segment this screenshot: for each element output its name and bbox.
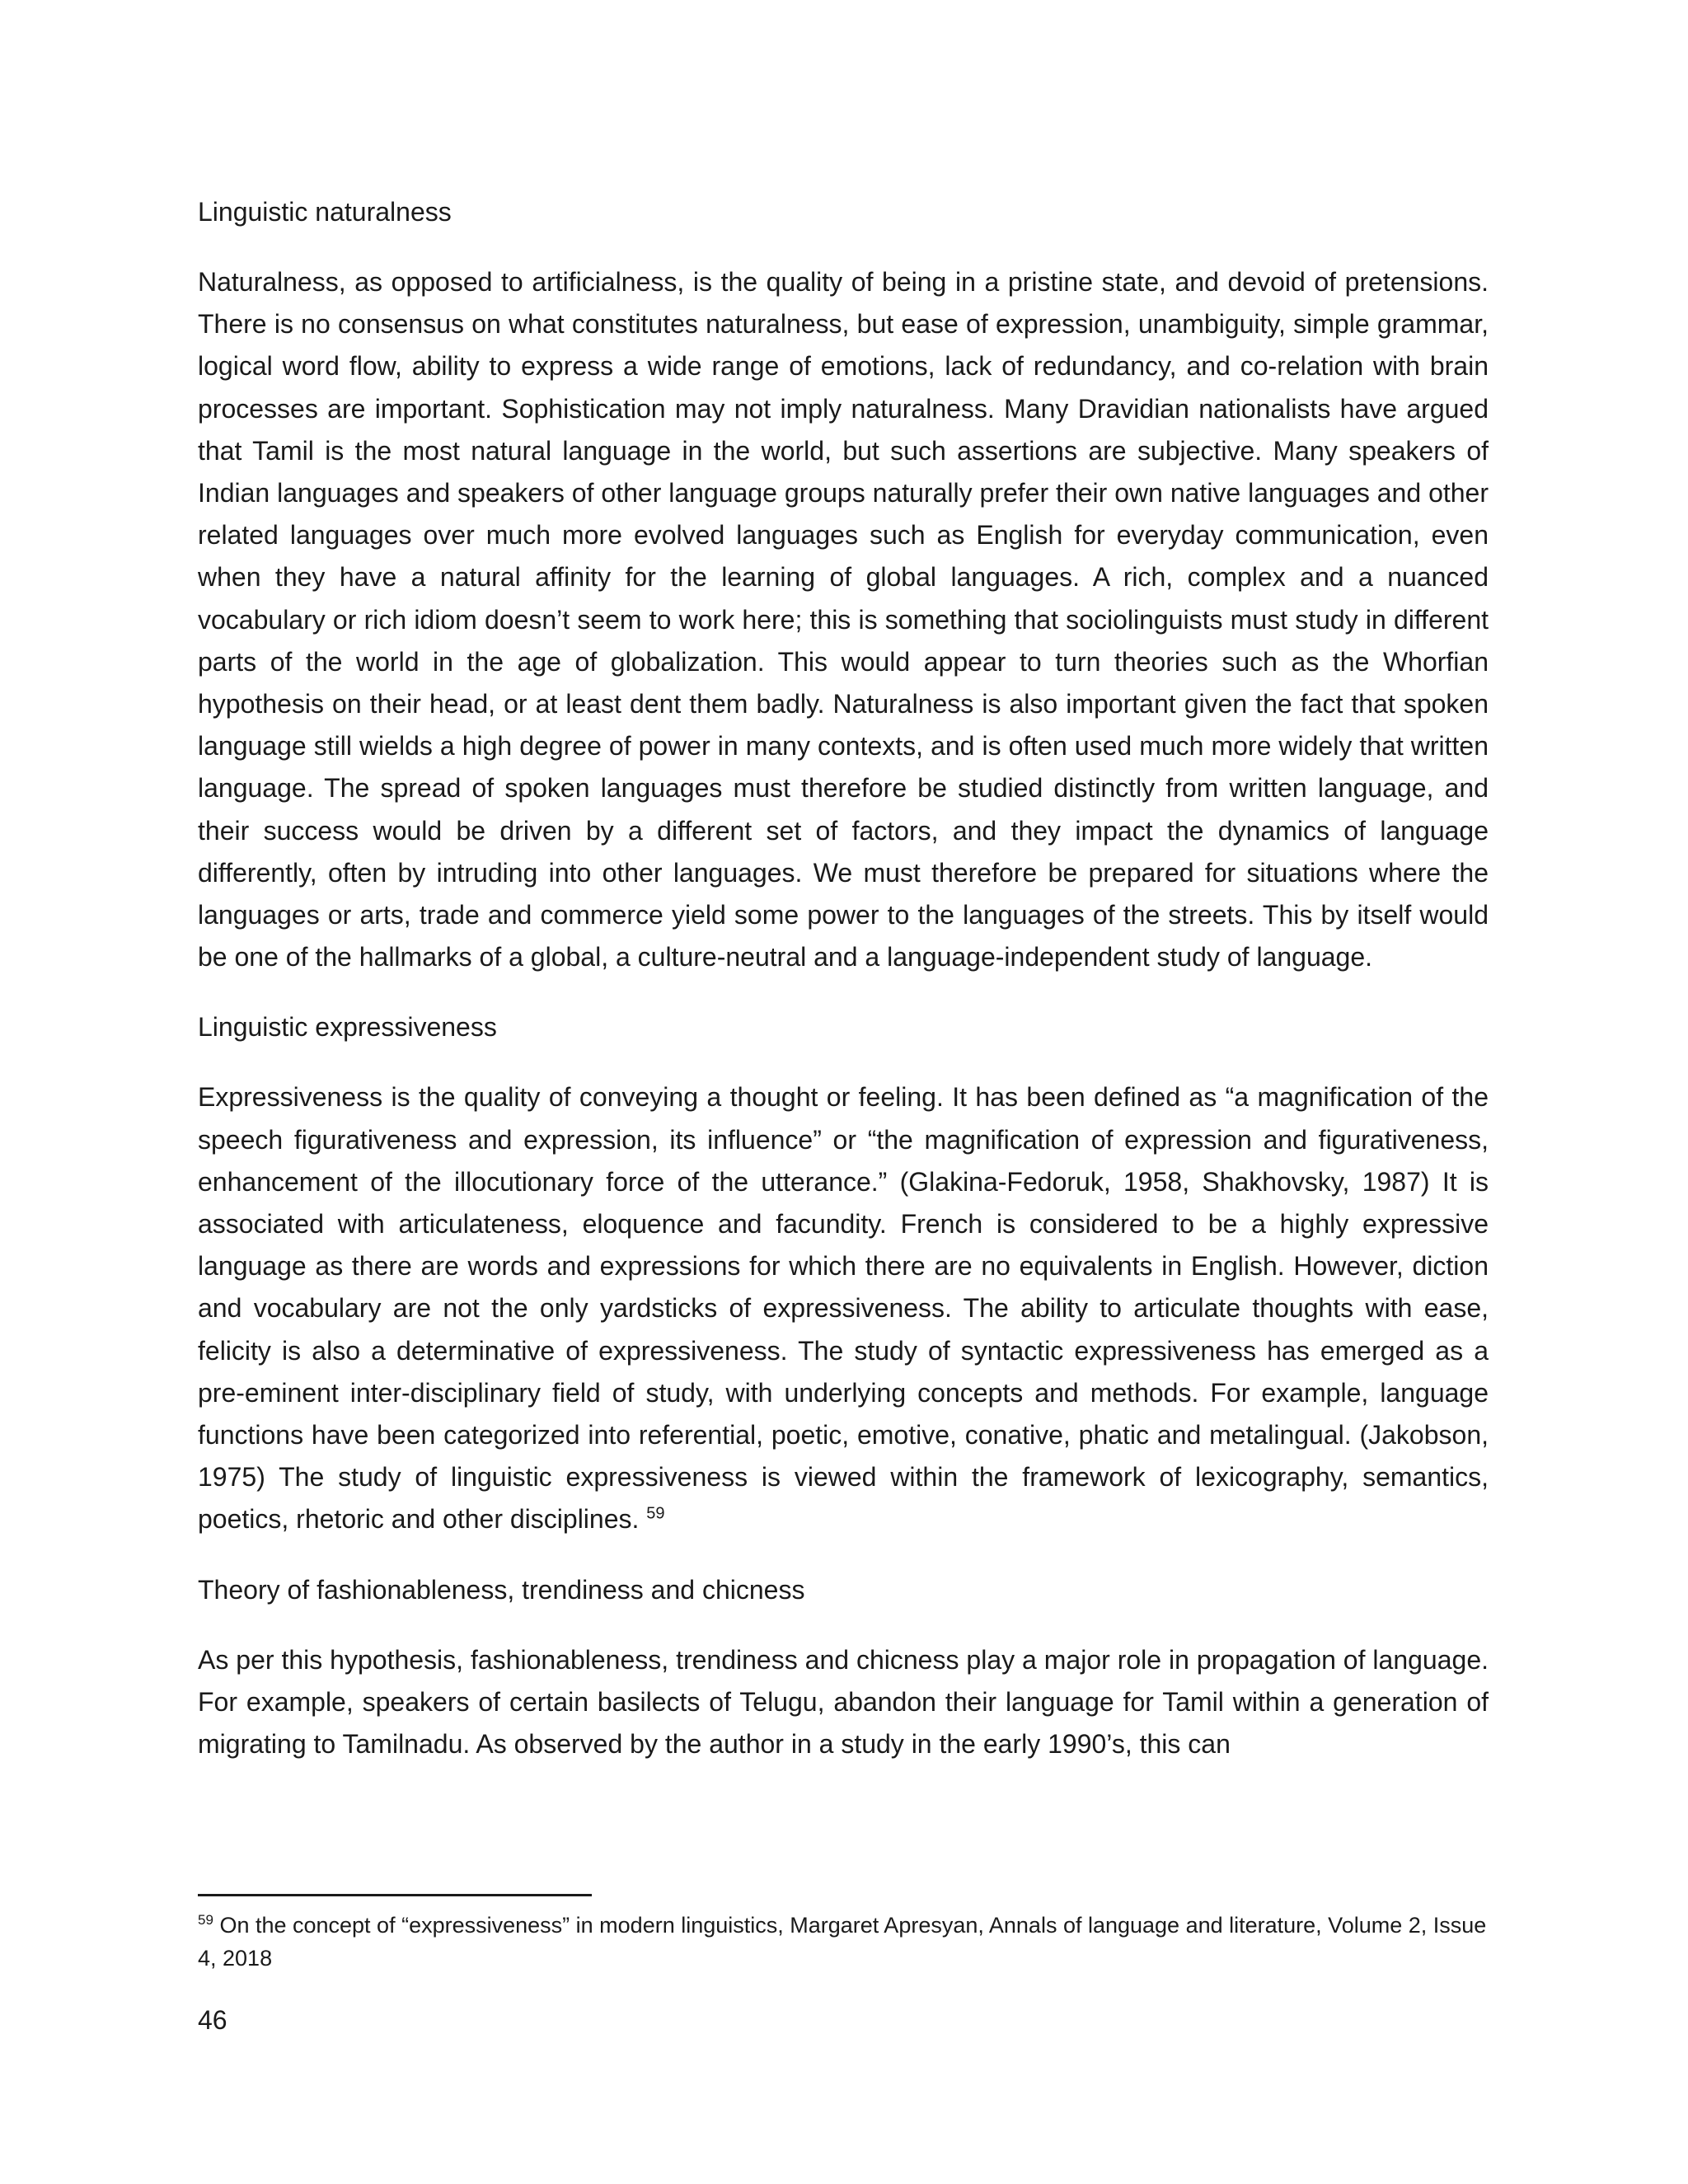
footnote-reference[interactable]: 59 [646,1504,665,1523]
section-heading-expressiveness: Linguistic expressiveness [198,1012,497,1043]
footnote-text: On the concept of “expressiveness” in modern linguistics, Margaret Apresyan, Annals of language and literature, Volume 2, Issue 4, 2018 [198,1913,1487,1971]
page-content [198,191,1489,1793]
section-body-expressiveness-text: Expressiveness is the quality of conveying a thought or feeling. It has been defined as “a magnification of the speech figurativeness and expression, its influence” or “the magnification of expression and figurativeness, enhancement of the illocutionary force of the utterance.” (Glakina-Fedoruk, 1958, Shakhovsky, 1987) It is associated with articulateness, eloquence and facundity. French is considered to be a highly expressive language as there are words and expressions for which there are no equivalents in English. However, diction and vocabulary are not the only yardsticks of expressiveness. The ability to articulate thoughts with ease, felicity is also a determinative of expressiveness. The study of syntactic expressiveness has emerged as a pre-eminent inter-disciplinary field of study, with underlying concepts and methods. For example, language functions have been categorized into referential, poetic, emotive, conative, phatic and metalingual. (Jakobson, 1975) The study of linguistic expressiveness is viewed within the framework of lexicography, semantics, poetics, rhetoric and other disciplines. [198,1082,1489,1535]
page-number: 46 [198,2005,227,2035]
section-body-naturalness: Naturalness, as opposed to artificialness, is the quality of being in a pristine state, and devoid of pretensions. There is no consensus on what constitutes naturalness, but ease of expression, unambiguity, simple grammar, logical word flow, ability to express a wide range of emotions, lack of redundancy, and co-relation with brain processes are important. Sophistication may not imply naturalness. Many Dravidian nationalists have argued that Tamil is the most natural language in the world, but such assertions are subjective. Many speakers of Indian languages and speakers of other language groups naturally prefer their own native languages and other related languages over much more evolved languages such as English for everyday communication, even when they have a natural affinity for the learning of global languages. A rich, complex and a nuanced vocabulary or rich idiom doesn’t seem to work here; this is something that sociolinguists must study in different parts of the world in the age of globalization. This would appear to turn theories such as the Whorfian hypothesis on their head, or at least dent them badly. Naturalness is also important given the fact that spoken language still wields a high degree of power in many contexts, and is often used much more widely that written language. The spread of spoken languages must therefore be studied distinctly from written language, and their success would be driven by a different set of factors, and they impact the dynamics of language differently, often by intruding into other languages. We must therefore be prepared for situations where the languages or arts, trade and commerce yield some power to the languages of the streets. This by itself would be one of the hallmarks of a global, a culture-neutral and a language-independent study of language. [198,267,1489,972]
footnote-separator [198,1894,592,1896]
section-heading-fashionableness: Theory of fashionableness, trendiness and chicness [198,1574,805,1605]
section-heading-naturalness: Linguistic naturalness [198,197,452,227]
footnote-number: 59 [198,1912,213,1928]
section-body-expressiveness [198,1076,1489,1540]
footnote [198,1909,1489,1975]
section-body-fashionableness: As per this hypothesis, fashionableness, trendiness and chicness play a major role in propagation of language. For example, speakers of certain basilects of Telugu, abandon their language for Tamil within a generation of migrating to Tamilnadu. As observed by the author in a study in the early 1990’s, this can [198,1644,1489,1760]
